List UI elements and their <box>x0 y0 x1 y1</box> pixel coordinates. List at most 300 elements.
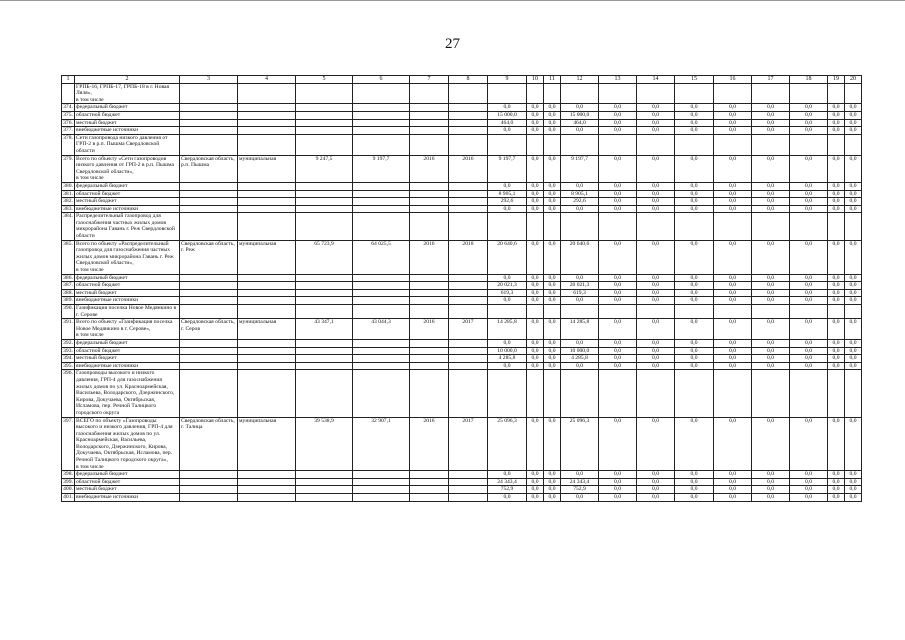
value-cell: 0,0 <box>488 471 527 479</box>
row-number-cell: 388. <box>63 289 73 296</box>
value-cell: 0,0 <box>675 289 714 297</box>
column-number-cell: 14 <box>637 76 675 84</box>
row-number-cell: 401. <box>63 494 73 501</box>
value-cell: 0,0 <box>828 198 845 206</box>
value-cell: 0,0 <box>637 104 675 112</box>
value-cell: 0,0 <box>599 127 637 135</box>
value-cell: 0,0 <box>599 240 637 274</box>
value-cell: 0,0 <box>488 362 527 370</box>
ownership-cell <box>238 83 296 104</box>
estimated-cost-cell <box>296 134 353 155</box>
value-cell <box>488 213 527 240</box>
estimated-cost-cell: 65 723,9 <box>296 240 353 274</box>
table-row <box>62 111 862 119</box>
remaining-cost-cell <box>353 111 410 119</box>
value-cell: 0,0 <box>544 478 561 486</box>
value-cell: 0,0 <box>714 289 752 297</box>
location-cell <box>180 111 238 119</box>
row-number-cell: 386. <box>63 274 73 281</box>
table-body <box>62 76 862 502</box>
value-cell: 15 000,0 <box>561 111 599 119</box>
value-cell: 0,0 <box>828 240 845 274</box>
value-cell: 0,0 <box>544 190 561 198</box>
value-cell: 0,0 <box>599 190 637 198</box>
value-cell: 752,9 <box>488 486 527 494</box>
value-cell <box>599 134 637 155</box>
row-number-cell: 393. <box>63 347 73 354</box>
value-cell: 8 905,1 <box>488 190 527 198</box>
value-cell: 0,0 <box>845 494 862 502</box>
value-cell <box>527 370 544 417</box>
value-cell <box>790 213 828 240</box>
value-cell: 0,0 <box>675 471 714 479</box>
value-cell: 0,0 <box>527 297 544 305</box>
value-cell <box>599 213 637 240</box>
value-cell: 0,0 <box>527 478 544 486</box>
start-year-cell <box>410 289 449 297</box>
value-cell: 0,0 <box>637 297 675 305</box>
value-cell: 464,0 <box>488 119 527 127</box>
row-number-cell: 392. <box>63 339 73 346</box>
location-cell <box>180 305 238 319</box>
row-description-cell: Всего по объекту «Распределительный газопровод для газоснабжения частных жилых домов микрорайона Гавань г. Реж Свердловской области», в том числе <box>75 240 180 274</box>
location-cell <box>180 494 238 502</box>
table-row <box>62 119 862 127</box>
start-year-cell: 2016 <box>410 240 449 274</box>
row-number-cell: 396. <box>62 370 75 417</box>
end-year-cell: 2017 <box>449 319 488 340</box>
value-cell <box>637 305 675 319</box>
value-cell: 0,0 <box>714 111 752 119</box>
end-year-cell <box>449 282 488 290</box>
value-cell: 0,0 <box>714 355 752 363</box>
value-cell: 0,0 <box>828 155 845 182</box>
value-cell: 0,0 <box>675 190 714 198</box>
value-cell <box>527 213 544 240</box>
value-cell: 0,0 <box>714 274 752 282</box>
value-cell: 0,0 <box>790 355 828 363</box>
start-year-cell <box>410 347 449 355</box>
value-cell: 0,0 <box>828 478 845 486</box>
remaining-cost-cell <box>353 182 410 190</box>
estimated-cost-cell <box>296 478 353 486</box>
value-cell: 0,0 <box>752 494 790 502</box>
value-cell: 0,0 <box>714 155 752 182</box>
value-cell: 0,0 <box>599 362 637 370</box>
remaining-cost-cell <box>353 478 410 486</box>
row-description-cell: областной бюджет <box>75 347 180 355</box>
column-number-cell: 6 <box>353 76 410 84</box>
estimated-cost-cell <box>296 119 353 127</box>
location-cell: Свердловская область, г. Серов <box>180 319 238 340</box>
table-row <box>62 190 862 198</box>
value-cell: 0,0 <box>637 478 675 486</box>
ownership-cell <box>238 111 296 119</box>
value-cell: 0,0 <box>637 205 675 213</box>
remaining-cost-cell: 9 197,7 <box>353 155 410 182</box>
value-cell: 0,0 <box>790 240 828 274</box>
value-cell: 0,0 <box>527 347 544 355</box>
estimated-cost-cell <box>296 347 353 355</box>
row-number-cell: 380. <box>63 182 73 189</box>
location-cell: Свердловская область, г. Талица <box>180 417 238 471</box>
value-cell: 0,0 <box>675 104 714 112</box>
value-cell: 0,0 <box>714 127 752 135</box>
ownership-cell <box>238 370 296 417</box>
value-cell: 0,0 <box>845 111 862 119</box>
value-cell: 15 000,0 <box>488 111 527 119</box>
ownership-cell <box>238 127 296 135</box>
end-year-cell: 2018 <box>449 240 488 274</box>
table-row <box>62 347 862 355</box>
remaining-cost-cell <box>353 289 410 297</box>
value-cell: 0,0 <box>561 127 599 135</box>
value-cell: 0,0 <box>561 205 599 213</box>
value-cell <box>599 83 637 104</box>
value-cell <box>845 305 862 319</box>
value-cell: 0,0 <box>544 494 561 502</box>
start-year-cell <box>410 190 449 198</box>
end-year-cell: 2017 <box>449 417 488 471</box>
location-cell <box>180 370 238 417</box>
ownership-cell <box>238 190 296 198</box>
value-cell: 0,0 <box>790 190 828 198</box>
value-cell: 0,0 <box>599 347 637 355</box>
start-year-cell <box>410 355 449 363</box>
value-cell: 0,0 <box>752 111 790 119</box>
value-cell: 619,3 <box>561 289 599 297</box>
value-cell: 0,0 <box>527 240 544 274</box>
location-cell <box>180 355 238 363</box>
ownership-cell <box>238 182 296 190</box>
value-cell: 0,0 <box>637 319 675 340</box>
row-description-cell: федеральный бюджет <box>75 182 180 190</box>
location-cell <box>180 134 238 155</box>
column-number-cell: 9 <box>488 76 527 84</box>
value-cell: 0,0 <box>599 319 637 340</box>
row-number-cell: 397. <box>62 417 75 471</box>
location-cell <box>180 127 238 135</box>
column-number-cell: 17 <box>752 76 790 84</box>
end-year-cell <box>449 213 488 240</box>
value-cell <box>790 83 828 104</box>
value-cell <box>828 370 845 417</box>
value-cell: 0,0 <box>527 494 544 502</box>
value-cell: 0,0 <box>599 471 637 479</box>
end-year-cell <box>449 83 488 104</box>
value-cell: 0,0 <box>790 198 828 206</box>
value-cell: 0,0 <box>488 127 527 135</box>
value-cell: 0,0 <box>845 182 862 190</box>
table-row <box>62 127 862 135</box>
value-cell: 20 640,6 <box>561 240 599 274</box>
estimated-cost-cell <box>296 190 353 198</box>
value-cell: 0,0 <box>790 205 828 213</box>
remaining-cost-cell: 43 044,3 <box>353 319 410 340</box>
estimated-cost-cell <box>296 182 353 190</box>
value-cell: 0,0 <box>714 205 752 213</box>
value-cell: 0,0 <box>714 417 752 471</box>
value-cell: 0,0 <box>752 417 790 471</box>
value-cell: 0,0 <box>675 274 714 282</box>
value-cell <box>790 134 828 155</box>
value-cell: 292,6 <box>488 198 527 206</box>
value-cell: 0,0 <box>845 362 862 370</box>
page-number: 27 <box>445 36 460 52</box>
remaining-cost-cell <box>353 297 410 305</box>
value-cell: 0,0 <box>675 339 714 347</box>
value-cell: 0,0 <box>637 362 675 370</box>
remaining-cost-cell <box>353 370 410 417</box>
remaining-cost-cell <box>353 127 410 135</box>
value-cell <box>790 370 828 417</box>
location-cell: Свердловская область, г. Реж <box>180 240 238 274</box>
value-cell: 0,0 <box>714 104 752 112</box>
value-cell: 0,0 <box>752 282 790 290</box>
value-cell <box>527 305 544 319</box>
value-cell: 0,0 <box>527 282 544 290</box>
end-year-cell <box>449 471 488 479</box>
value-cell: 0,0 <box>790 282 828 290</box>
value-cell: 0,0 <box>561 104 599 112</box>
column-number-cell: 20 <box>845 76 862 84</box>
value-cell: 0,0 <box>714 190 752 198</box>
value-cell <box>544 305 561 319</box>
start-year-cell <box>410 83 449 104</box>
location-cell <box>180 471 238 479</box>
value-cell: 0,0 <box>544 417 561 471</box>
column-number-cell: 19 <box>828 76 845 84</box>
value-cell: 0,0 <box>527 355 544 363</box>
value-cell: 0,0 <box>752 347 790 355</box>
value-cell: 0,0 <box>845 478 862 486</box>
value-cell: 0,0 <box>637 198 675 206</box>
value-cell: 0,0 <box>845 339 862 347</box>
row-description-cell: местный бюджет <box>75 289 180 297</box>
row-description-cell: внебюджетные источники <box>75 494 180 502</box>
value-cell <box>561 370 599 417</box>
table-row <box>62 104 862 112</box>
value-cell: 0,0 <box>637 155 675 182</box>
row-number-cell <box>62 83 75 104</box>
remaining-cost-cell <box>353 471 410 479</box>
value-cell: 0,0 <box>544 274 561 282</box>
row-description-cell: областной бюджет <box>75 282 180 290</box>
value-cell: 0,0 <box>714 240 752 274</box>
value-cell: 0,0 <box>544 127 561 135</box>
column-number-cell: 4 <box>238 76 296 84</box>
table-row <box>62 182 862 190</box>
value-cell: 0,0 <box>527 471 544 479</box>
value-cell: 0,0 <box>675 297 714 305</box>
start-year-cell <box>410 213 449 240</box>
value-cell: 0,0 <box>599 355 637 363</box>
remaining-cost-cell <box>353 213 410 240</box>
value-cell: 0,0 <box>561 471 599 479</box>
start-year-cell <box>410 478 449 486</box>
value-cell: 0,0 <box>488 297 527 305</box>
value-cell: 0,0 <box>488 182 527 190</box>
ownership-cell <box>238 104 296 112</box>
ownership-cell <box>238 355 296 363</box>
remaining-cost-cell <box>353 119 410 127</box>
value-cell: 0,0 <box>828 190 845 198</box>
ownership-cell <box>238 305 296 319</box>
row-description-cell: федеральный бюджет <box>75 104 180 112</box>
value-cell: 0,0 <box>527 339 544 347</box>
end-year-cell <box>449 127 488 135</box>
value-cell: 9 197,7 <box>561 155 599 182</box>
value-cell: 25 096,3 <box>488 417 527 471</box>
value-cell: 0,0 <box>714 282 752 290</box>
value-cell: 0,0 <box>527 111 544 119</box>
ownership-cell <box>238 282 296 290</box>
location-cell <box>180 198 238 206</box>
table-row <box>62 362 862 370</box>
value-cell: 0,0 <box>752 355 790 363</box>
value-cell: 0,0 <box>828 119 845 127</box>
value-cell: 0,0 <box>675 417 714 471</box>
column-number-cell: 7 <box>410 76 449 84</box>
value-cell: 0,0 <box>561 182 599 190</box>
value-cell <box>828 134 845 155</box>
row-description-cell: Распределительный газопровод для газоснабжения частных жилых домов микрорайона Гавань г. Реж Свердловской области <box>75 213 180 240</box>
value-cell: 0,0 <box>752 339 790 347</box>
value-cell: 0,0 <box>845 198 862 206</box>
value-cell: 0,0 <box>845 486 862 494</box>
value-cell: 0,0 <box>637 282 675 290</box>
value-cell: 0,0 <box>599 111 637 119</box>
location-cell: Свердловская область, р.п. Пышма <box>180 155 238 182</box>
location-cell <box>180 347 238 355</box>
value-cell: 0,0 <box>599 289 637 297</box>
location-cell <box>180 289 238 297</box>
value-cell: 0,0 <box>527 127 544 135</box>
column-number-cell: 10 <box>527 76 544 84</box>
value-cell: 0,0 <box>488 104 527 112</box>
value-cell <box>488 134 527 155</box>
value-cell: 0,0 <box>714 347 752 355</box>
ownership-cell <box>238 478 296 486</box>
ownership-cell <box>238 347 296 355</box>
estimated-cost-cell <box>296 355 353 363</box>
value-cell: 0,0 <box>675 111 714 119</box>
row-number-cell: 379. <box>62 155 75 182</box>
end-year-cell <box>449 355 488 363</box>
value-cell: 0,0 <box>752 297 790 305</box>
table-row <box>62 282 862 290</box>
value-cell: 0,0 <box>714 297 752 305</box>
row-number-cell: 374. <box>63 104 73 111</box>
table-row <box>62 305 862 319</box>
value-cell: 0,0 <box>790 297 828 305</box>
value-cell: 8 905,1 <box>561 190 599 198</box>
value-cell: 0,0 <box>527 486 544 494</box>
column-number-cell: 1 <box>62 76 75 84</box>
value-cell: 0,0 <box>599 104 637 112</box>
row-number-cell: 384. <box>62 213 75 240</box>
row-description-cell: ГРПБ-16, ГРПБ-17, ГРПБ-18 в г. Новая Ляля», в том числе <box>75 83 180 104</box>
value-cell: 0,0 <box>599 486 637 494</box>
estimated-cost-cell <box>296 104 353 112</box>
value-cell: 752,9 <box>561 486 599 494</box>
end-year-cell <box>449 119 488 127</box>
value-cell: 0,0 <box>599 478 637 486</box>
value-cell: 0,0 <box>599 155 637 182</box>
value-cell <box>675 83 714 104</box>
remaining-cost-cell <box>353 339 410 347</box>
row-number-cell: 387. <box>63 282 73 289</box>
value-cell <box>714 370 752 417</box>
row-number-cell: 389. <box>63 297 73 304</box>
value-cell <box>828 83 845 104</box>
value-cell: 0,0 <box>790 417 828 471</box>
value-cell <box>561 134 599 155</box>
value-cell <box>845 370 862 417</box>
value-cell: 0,0 <box>752 182 790 190</box>
column-number-cell: 5 <box>296 76 353 84</box>
value-cell: 0,0 <box>527 274 544 282</box>
end-year-cell <box>449 486 488 494</box>
value-cell: 0,0 <box>637 347 675 355</box>
value-cell: 0,0 <box>544 119 561 127</box>
value-cell: 0,0 <box>599 274 637 282</box>
estimated-cost-cell: 9 247,5 <box>296 155 353 182</box>
value-cell: 0,0 <box>752 198 790 206</box>
remaining-cost-cell <box>353 205 410 213</box>
value-cell: 619,3 <box>488 289 527 297</box>
value-cell: 0,0 <box>637 119 675 127</box>
ownership-cell <box>238 486 296 494</box>
value-cell: 0,0 <box>527 289 544 297</box>
value-cell: 0,0 <box>637 289 675 297</box>
value-cell: 0,0 <box>845 471 862 479</box>
value-cell: 24 343,4 <box>488 478 527 486</box>
table-row <box>62 355 862 363</box>
value-cell: 0,0 <box>675 119 714 127</box>
value-cell: 0,0 <box>828 339 845 347</box>
value-cell <box>675 370 714 417</box>
value-cell: 0,0 <box>714 119 752 127</box>
start-year-cell: 2016 <box>410 417 449 471</box>
end-year-cell <box>449 478 488 486</box>
value-cell: 0,0 <box>790 347 828 355</box>
estimated-cost-cell <box>296 282 353 290</box>
value-cell: 0,0 <box>527 205 544 213</box>
end-year-cell <box>449 111 488 119</box>
value-cell: 0,0 <box>637 111 675 119</box>
ownership-cell <box>238 471 296 479</box>
value-cell: 0,0 <box>561 339 599 347</box>
value-cell: 0,0 <box>544 347 561 355</box>
value-cell: 0,0 <box>675 282 714 290</box>
value-cell: 0,0 <box>714 478 752 486</box>
location-cell <box>180 119 238 127</box>
remaining-cost-cell <box>353 190 410 198</box>
value-cell <box>637 134 675 155</box>
value-cell: 0,0 <box>637 471 675 479</box>
value-cell: 0,0 <box>527 182 544 190</box>
location-cell <box>180 182 238 190</box>
value-cell: 0,0 <box>544 155 561 182</box>
value-cell: 0,0 <box>675 486 714 494</box>
start-year-cell <box>410 134 449 155</box>
value-cell: 0,0 <box>488 494 527 502</box>
value-cell: 0,0 <box>675 155 714 182</box>
value-cell: 0,0 <box>752 362 790 370</box>
column-number-cell: 16 <box>714 76 752 84</box>
start-year-cell <box>410 111 449 119</box>
